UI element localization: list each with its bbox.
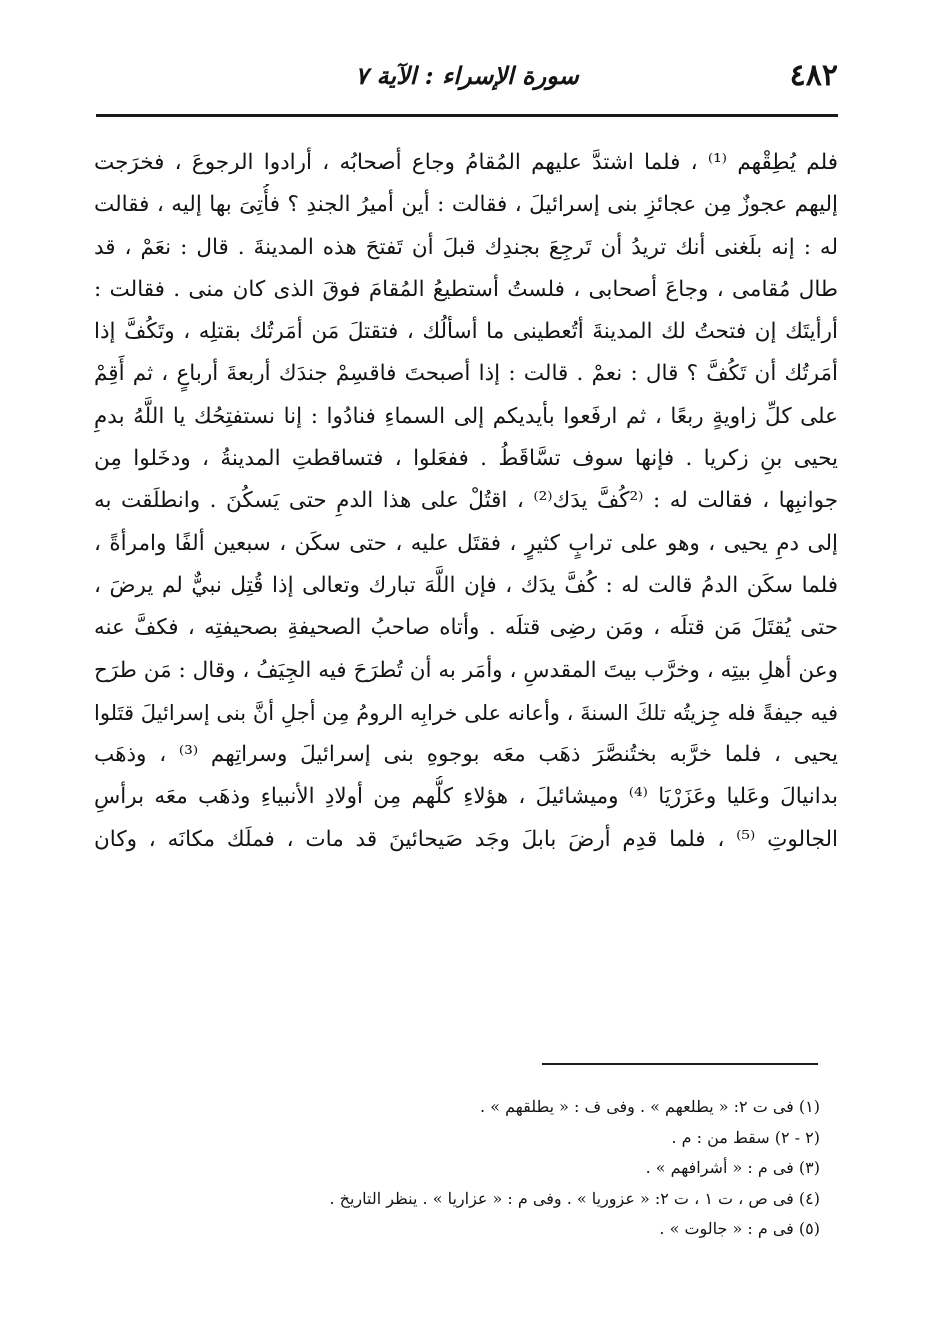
text-line: له : إنه بلَغنى أنك تريدُ أن تَرجِعَ بجندِك قبلَ أن تَفتحَ هذه المدينةَ . قال : نعَمْ ، قد [94,234,838,260]
text-line: أمَرتُك أن تَكُفَّ ؟ قال : نعمْ . قالت : إذا أصبحتَ فاقسِمْ جندَك أربعةَ أرباعٍ ، ثم أَقِمْ [94,361,838,387]
footnote: (١) فى ت ٢: « يطلعهم » . وفى ف : « يطلقهم » . [480,1097,820,1116]
footnotes [120,1092,820,1245]
text-line: طال مُقامى ، وجاعَ أصحابى ، فلستُ أستطيعُ المُقامَ فوقَ الذى كان منى . فقالت : [94,276,838,302]
footnote: (٢ - ٢) سقط من : م . [671,1127,820,1147]
footnote: (٣) فى م : « أشرافهم » . [645,1158,820,1178]
text-line: يحيى ، فلما خرَّبه بختُنصَّرَ ذهَب معَه بوجوهِ بنى إسرائيلَ وسراتِهم ⁽³⁾ ، وذهَب [94,742,838,768]
main-text [94,142,838,861]
text-line: إليهم عجوزٌ مِن عجائزِ بنى إسرائيلَ ، فقالت : أين أميرُ الجندِ ؟ فأُتِىَ بها إليه ، فقالت [94,192,838,218]
text-line: جوانبِها ، فقالت له : ⁽²كُفَّ يدَك⁽²⁾ ، اقتُلْ على هذا الدمِ حتى يَسكُنَ . وانطلَقت به [94,488,838,514]
text-line: يحيى بنِ زكريا . فإنها سوف تسَّاقَطُ . ففعَلوا ، فتساقطتِ المدينةُ ، ودخَلوا مِن [94,446,838,472]
footnote-rule [542,1063,818,1065]
page-number: ٤٨٢ [789,58,838,93]
footnote: (٤) فى ص ، ت ١ ، ت ٢: « عزوريا » . وفى م : « عزاريا » . ينظر التاريخ . [329,1188,820,1208]
footnote: (٥) فى م : « جالوت » . [659,1219,820,1239]
text-line: على كلِّ زاويةٍ ربعًا ، ثم ارفَعوا بأيديكم إلى السماءِ فنادُوا : إنا نستفتِحُك يا اللَّهُ بدمِ [94,403,838,429]
text-line: فلما سكَن الدمُ قالت له : كُفَّ يدَك ، فإن اللَّهَ تبارك وتعالى إذا قُتِل نبيٌّ لم يرضَ ، [94,572,838,598]
text-line: حتى يُقتَلَ مَن قتلَه ، ومَن رضِى قتلَه . وأتاه صاحبُ الصحيفةِ بصحيفتِه ، فكفَّ عنه [94,615,838,641]
text-line: وعن أهلِ بيتِه ، وخرَّب بيتَ المقدسِ ، وأمَر به أن تُطرَحَ فيه الجِيَفُ ، وقال : مَن طرَح [94,657,838,683]
text-line: بدانيالَ وعَليا وعَزَرْيَا ⁽⁴⁾ وميشائيلَ ، هؤلاءِ كلُّهم مِن أولادِ الأنبياءِ وذهَب معَه برأسِ [94,784,838,810]
running-title: سورة الإسراء : الآية ٧ [355,61,579,90]
page-header [96,58,838,98]
text-line: إلى دمِ يحيى ، وهو على ترابٍ كثيرٍ ، فقتَل عليه ، حتى سكَن ، سبعين ألفًا وامرأةً ، [94,530,838,556]
text-line: فيه جيفةً فله جِزيتُه تلكَ السنةَ ، وأعانه على خرابِه الرومُ مِن أجلِ أنَّ بنى إسرائيلَ قتَلوا [94,700,838,725]
text-line: فلم يُطِقْهم ⁽¹⁾ ، فلما اشتدَّ عليهم المُقامُ وجاع أصحابُه ، أرادوا الرجوعَ ، فخرَجت [94,150,838,175]
header-rule [96,114,838,117]
text-line: الجالوتِ ⁽⁵⁾ ، فلما قدِم أرضَ بابلَ وجَد صَيحائينَ قد مات ، فملَك مكانَه ، وكان [94,826,838,852]
text-line: أرأيتَك إن فتحتُ لك المدينةَ أتُعطينى ما أسألُك ، فتقتلَ مَن أمَرتُك بقتلِه ، وتَكُفَّ إذا [94,319,838,345]
